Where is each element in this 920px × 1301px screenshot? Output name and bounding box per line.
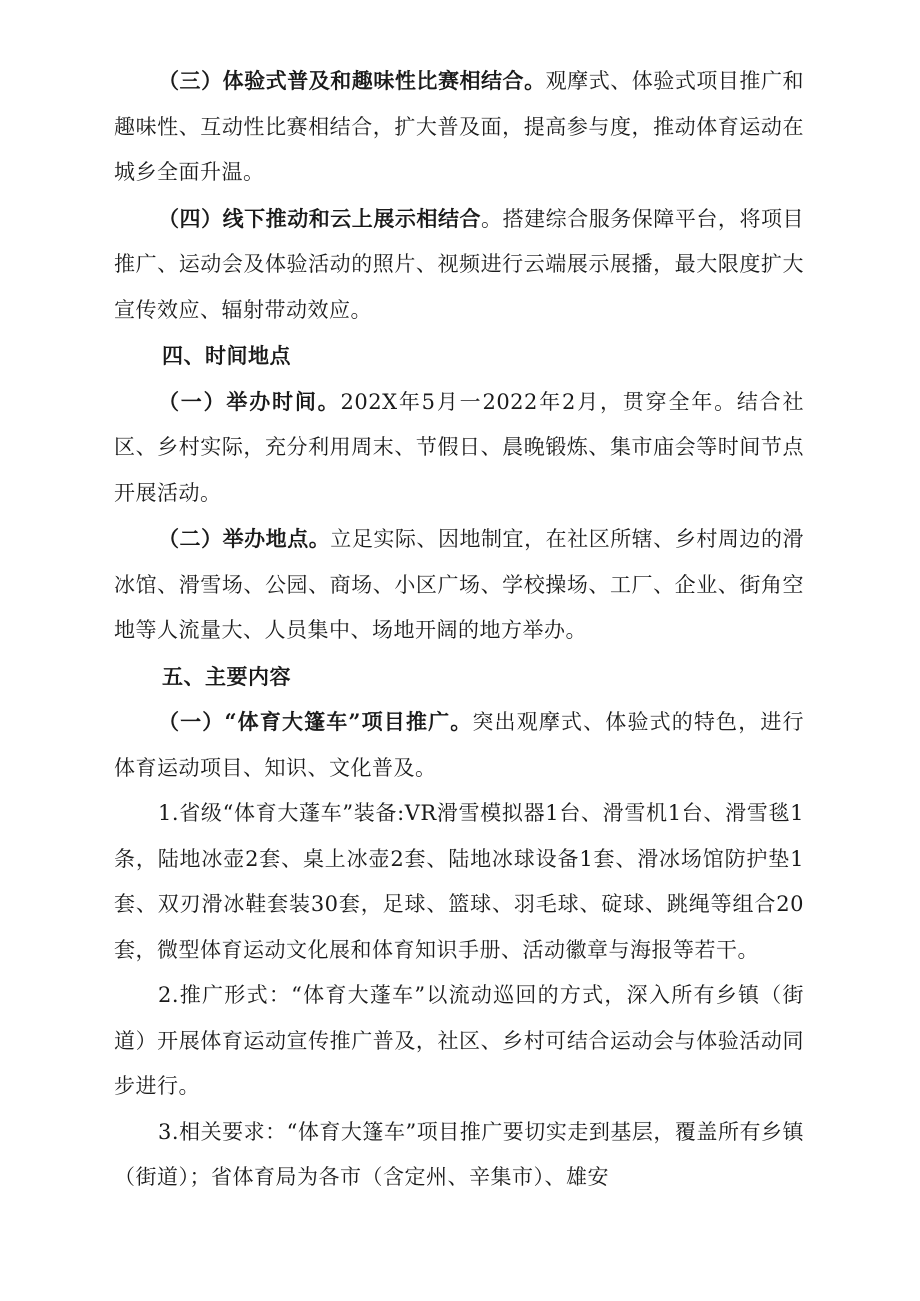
paragraph-lead: （三）体验式普及和趣味性比赛相结合。: [158, 68, 546, 93]
paragraph-equipment: [114, 791, 804, 973]
section-heading-main-content: 五、主要内容: [162, 663, 291, 689]
paragraph-time: [114, 379, 804, 517]
paragraph-body: 观摩式、体验式项目推广和趣味性、互动性比赛相结合，扩大普及面，提高参与度，推动体育运动在城乡全面升温。: [114, 69, 805, 184]
paragraph-body: 突出观摩式、体验式的特色，进行体育运动项目、知识、文化普及。: [114, 710, 804, 780]
paragraph-lead: （二）举办地点。: [158, 526, 331, 551]
paragraph-place: [114, 516, 804, 654]
paragraph-4-combination: [114, 196, 804, 334]
paragraph-body: 1.省级“体育大蓬车”装备:VR滑雪模拟器1台、滑雪机1台、滑雪毯1条，陆地冰壶2套、桌上冰壶2套、陆地冰球设备1套、滑冰场馆防护垫1套、双刃滑冰鞋套装30套，足球、篮球、羽毛球、碇球、跳绳等组合20套，微型体育运动文化展和体育知识手册、活动徽章与海报等若干。: [114, 801, 804, 962]
paragraph-lead: （四）线下推动和云上展示相结合: [158, 205, 482, 231]
section-heading-time-place: 四、时间地点: [162, 343, 291, 368]
paragraph-lead: （一）“体育大篷车”项目推广。: [158, 709, 473, 734]
paragraph-requirements: [114, 1110, 804, 1201]
document-page: [114, 58, 804, 1201]
paragraph-promotion-form: [114, 973, 804, 1110]
paragraph-lead: （一）举办时间。: [158, 388, 341, 414]
paragraph-body: 3.相关要求：“体育大篷车”项目推广要切实走到基层，覆盖所有乡镇（街道）；省体育局为各市（含定州、辛集市）、雄安: [114, 1119, 804, 1189]
paragraph-body: 2.推广形式：“体育大蓬车”以流动巡回的方式，深入所有乡镇（街道）开展体育运动宣传推广普及，社区、乡村可结合运动会与体验活动同步进行。: [114, 983, 804, 1098]
paragraph-body: 。搭建综合服务保障平台，将项目推广、运动会及体验活动的照片、视频进行云端展示展播，最大限度扩大宣传效应、辐射带动效应。: [114, 206, 805, 322]
paragraph-3-combination: [114, 58, 804, 196]
paragraph-body: 立足实际、因地制宜，在社区所辖、乡村周边的滑冰馆、滑雪场、公园、商场、小区广场、学校操场、工厂、企业、街角空地等人流量大、人员集中、场地开阔的地方举办。: [114, 527, 805, 642]
paragraph-caravan-promotion: [114, 699, 804, 791]
paragraph-body: 202X年5月一2022年2月，贯穿全年。结合社区、乡村实际，充分利用周末、节假日、晨晚锻炼、集市庙会等时间节点开展活动。: [114, 389, 804, 505]
